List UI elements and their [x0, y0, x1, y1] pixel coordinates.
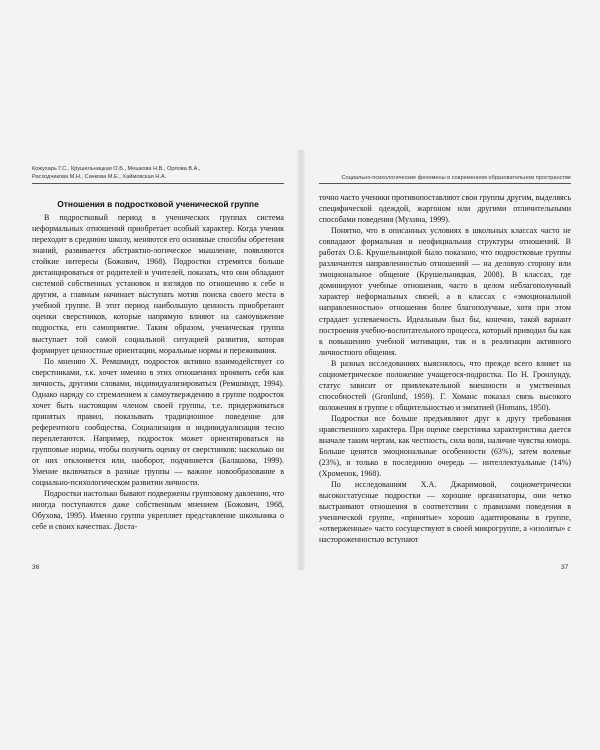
right-header-rule: [319, 183, 571, 184]
right-paragraph-4: Подростки все больше предъявляют друг к другу требования нравственного характера. При оценке сверстника характеристика дается вначале таким чертам, как честность, сила воли, наличие чувства юмора. Больше ценятся эмоциональные особенности (63%), затем волевые (23%), и только в последнюю очередь — интеллектуальные (14%) (Хроменок, 1968).: [319, 413, 571, 479]
left-paragraph-3: Подростки настолько бывают подвержены групповому давлению, что иногда поступаются даже собственным мнением (Божович, 1968, Обухова, 1995). Именно группа укрепляет представление школьника о себе и своих качествах. Доста-: [32, 489, 284, 532]
left-header-rule: [32, 183, 284, 184]
book-gutter: [296, 150, 306, 570]
left-paragraph-2: По мнению Х. Ремшмидт, подросток активно взаимодействует со сверстниками, т.к. хочет именно в этих отношениях проявить себя как личность, другими словами, индивидуализироваться (Ремшмидт, 1994). Однако наряду со стремлением к самоутверждению в группе подросток хочет быть настоящим членом своей группы, т.е. придерживаться принятых правил, показывать традиционное поведение для референтного сообщества. Социализация и индивидуализация тесно переплетаются. Например, подросток может ориентироваться на групповые нормы, чтобы получить оценку от сверстников: насколько он от них отклоняется или, наоборот, подчиняется (Балашова, 1999). Умение включаться в разные группы — важное новообразование в социально-психологическом развитии личности.: [32, 356, 284, 488]
left-page-body: [32, 212, 284, 532]
left-header-authors-line-1: Кожухарь Г.С., Крушельницкая О.Б., Мешкова Н.В., Орлова В.А.,: [32, 166, 201, 172]
right-paragraph-1: точно часто ученики противопоставляют свои группы другим, выделяясь специфической одеждой, жаргоном или другими отличительными способами поведения (Мухина, 1999).: [319, 193, 571, 225]
section-title: Отношения в подростковой ученической группе: [57, 199, 259, 209]
left-page-number: 36: [32, 564, 40, 571]
left-running-header: [32, 166, 272, 181]
right-paragraph-5: По исследованиям Х.А. Джаримовой, социометрически высокостатусные подростки — хорошие организаторы, они четко выстраивают отношения в соответствии с правилами поведения в ученической группе, «принятые» хорошо адаптированы в группе, «отверженные» часто сосуществуют в своей микрогруппе, а «изоляты» с настороженностью вступают: [319, 480, 571, 545]
left-paragraph-1: В подростковый период в ученических группах система неформальных отношений приобретает особый характер. Когда ученик переходит в среднюю школу, меняются его основные способы обретения знаний, развивается абстрактно-логическое мышление, появляются стойкие интересы (Божович, 1968). Подростки стремятся больше дистанцироваться от родителей и учителей, показать, что они обладают системой собственных установок и взглядов по отношению к себе и другим, а главным начинает выступать мотив поиска своего места в учебной группе. В этот период наибольшую ценность приобретают оценки сверстников, которые напрямую влияют на самоуважение подростка, его самоприятие. Таким образом, ученическая группа выступает той самой социальной ситуацией развития, которая формирует ценностные ориентации, моральные нормы и переживания.: [32, 213, 284, 355]
right-page-body: [319, 192, 571, 546]
left-header-authors-line-2: Расходчикова М.Н., Сачкова М.Е., Хаймовская Н.А.: [32, 173, 167, 180]
right-page-number: 37: [561, 564, 569, 571]
right-paragraph-3: В разных исследованиях выяснялось, что прежде всего влияет на социометрическое положение учащегося-подростка. По Н. Гронлунду, статус зависит от привлекательной внешности и умственных способностей (Gronlund, 1959). Г. Хоманс показал связь высокого положения в группе с общительностью и эмпатией (Homans, 1950).: [319, 358, 571, 412]
right-paragraph-2: Понятно, что в описанных условиях в школьных классах часто не совпадают формальная и неофициальная структуры отношений. В работах О.Б. Крушельницкой было показано, что подростковые группы различаются направленностью отношений — на деловую сторону или эмоциональное общение (Крушельницкая, 2008). В классах, где доминируют учебные отношения, часто в целом неблагополучный характер неформальных связей, а в классах с «эмоциональной направленностью» отношения более благополучные, хотя при этом страдает успеваемость. Идеальным был бы, конечно, такой вариант построения учебно-воспитательного процесса, который приводил бы как к повышению учебной мотивации, так и к реализации активного личностного общения.: [319, 226, 571, 357]
right-running-header: Социально-психологические феномены в современном образовательном пространстве: [341, 175, 571, 181]
